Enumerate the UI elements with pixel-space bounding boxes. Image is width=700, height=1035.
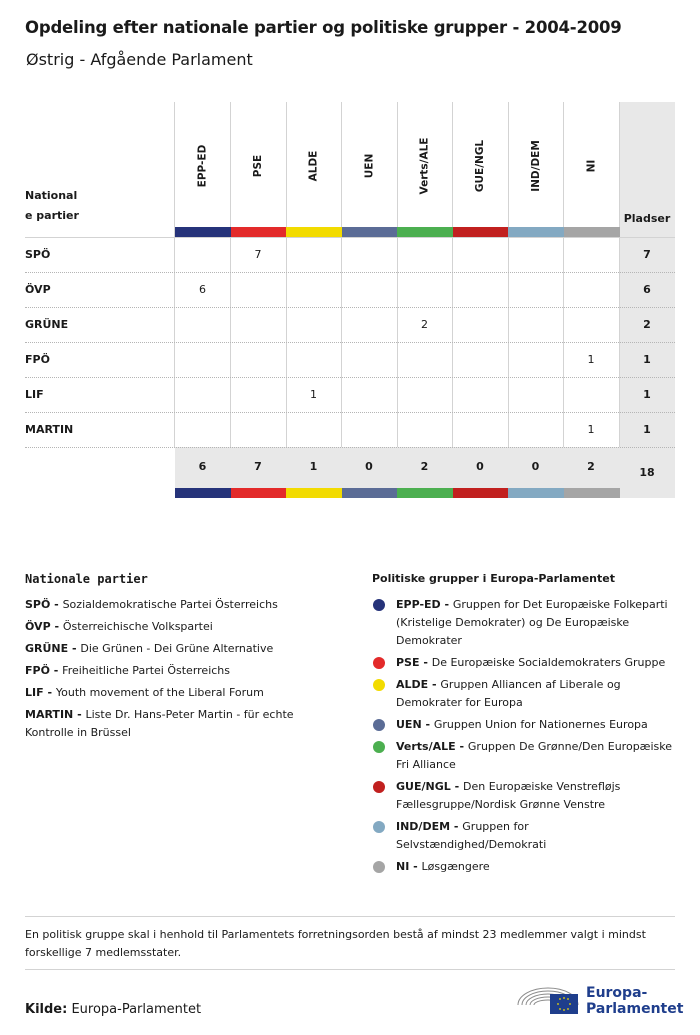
group-abbreviation: NI (396, 860, 410, 873)
group-color-bar (453, 227, 509, 237)
political-group-legend-item (372, 858, 677, 876)
table-cell (342, 307, 397, 342)
column-header-label: PSE (252, 154, 264, 178)
party-abbreviation: ÖVP (25, 620, 51, 633)
national-party-legend-item (25, 596, 325, 614)
note-divider-bottom (25, 969, 675, 970)
column-header-label: UEN (363, 153, 375, 179)
logo-line2: Parlamentet (586, 1001, 684, 1017)
row-label: SPÖ (25, 248, 51, 261)
note-divider-top (25, 916, 675, 917)
table-cell (564, 377, 619, 412)
column-header-label: EPP-ED (196, 144, 209, 188)
group-name: Løsgængere (421, 860, 490, 873)
group-abbreviation: UEN (396, 718, 422, 731)
group-name: Den Europæiske Venstrefløjs Fællesgruppe/Nordisk Grønne Venstre (396, 780, 621, 811)
table-cell (342, 342, 397, 377)
column-header (175, 110, 230, 222)
table-cell (175, 342, 230, 377)
group-color-dot (373, 781, 385, 793)
separator: - (421, 718, 434, 731)
column-header (397, 110, 452, 222)
column-total: 0 (531, 460, 540, 473)
column-total: 1 (309, 460, 318, 473)
political-groups-legend (372, 596, 677, 880)
table-cell (453, 342, 508, 377)
party-abbreviation: FPÖ (25, 664, 50, 677)
column-total: 7 (254, 460, 262, 473)
column-total: 0 (476, 460, 484, 473)
group-color-bar (342, 488, 398, 498)
row-label: MARTIN (25, 423, 74, 436)
party-name: Freiheitliche Partei Österreichs (62, 664, 230, 677)
row-label: FPÖ (25, 353, 50, 366)
logo-line1: Europa- (586, 985, 648, 1001)
column-total: 6 (198, 460, 207, 473)
table-cell (564, 272, 619, 307)
column-header (453, 110, 508, 222)
table-cell (175, 237, 230, 272)
table-cell: 1 (310, 388, 317, 401)
column-header (564, 110, 619, 222)
column-header (508, 110, 563, 222)
table-cell: 7 (254, 248, 262, 261)
table-cell (453, 237, 508, 272)
table-cell (508, 342, 563, 377)
page-subtitle: Østrig - Afgående Parlament (26, 50, 253, 69)
group-color-dot (373, 861, 385, 873)
table-cell (342, 377, 397, 412)
column-total: 2 (587, 460, 595, 473)
group-abbreviation: IND/DEM (396, 820, 451, 833)
national-header-line2: e partier (25, 209, 79, 222)
source (25, 1002, 201, 1017)
group-color-dot (373, 679, 385, 691)
row-total: 2 (643, 318, 651, 331)
separator: - (409, 860, 422, 873)
separator: - (49, 664, 63, 677)
party-name: Sozialdemokratische Partei Österreichs (62, 598, 278, 611)
source-label: Kilde: (25, 1002, 68, 1017)
page-title: Opdeling efter nationale partier og politiske grupper - 2004-2009 (25, 18, 622, 37)
political-group-legend-item (372, 716, 677, 734)
table-cell (564, 237, 619, 272)
column-header (231, 110, 286, 222)
party-name: Liste Dr. Hans-Peter Martin - für echte Kontrolle in Brüssel (25, 708, 294, 739)
column-header-label: GUE/NGL (474, 139, 486, 193)
political-group-legend-item (372, 818, 677, 854)
group-name: Gruppen Alliancen af Liberale og Demokrater for Europa (396, 678, 621, 709)
party-name: Die Grünen - Dei Grüne Alternative (80, 642, 274, 655)
political-groups-legend-title: Politiske grupper i Europa-Parlamentet (372, 572, 615, 585)
grand-total: 18 (639, 466, 655, 479)
table-cell (397, 237, 452, 272)
group-color-dot (373, 599, 385, 611)
table-cell (342, 237, 397, 272)
national-header-line1: National (25, 189, 78, 202)
group-color-bar (508, 227, 564, 237)
separator: - (68, 642, 81, 655)
group-color-bar (231, 227, 287, 237)
row-label: GRÜNE (25, 318, 69, 331)
table-cell (286, 272, 341, 307)
group-name: Gruppen Union for Nationernes Europa (433, 718, 648, 731)
national-party-legend-item (25, 706, 325, 742)
group-color-bar (175, 488, 231, 498)
column-total: 0 (365, 460, 373, 473)
column-header (286, 110, 341, 222)
separator: - (73, 708, 86, 721)
group-color-bar (453, 488, 509, 498)
table-cell (397, 342, 452, 377)
group-color-bar (397, 488, 453, 498)
table-cell: 1 (587, 423, 595, 436)
group-color-dot (373, 821, 385, 833)
table-cell (508, 237, 563, 272)
party-name: Youth movement of the Liberal Forum (55, 686, 264, 699)
separator: - (50, 598, 63, 611)
group-color-bar (286, 488, 342, 498)
table-cell (397, 272, 452, 307)
table-cell (397, 377, 452, 412)
party-abbreviation: SPÖ (25, 598, 51, 611)
column-header-label: Verts/ALE (418, 137, 431, 195)
table-cell (175, 377, 230, 412)
national-party-legend-item (25, 618, 325, 636)
political-group-legend-item (372, 676, 677, 712)
group-name: De Europæiske Socialdemokraters Gruppe (431, 656, 666, 669)
table-cell (286, 237, 341, 272)
row-label: LIF (25, 388, 44, 401)
separator: - (440, 598, 453, 611)
political-group-legend-item (372, 738, 677, 774)
group-color-dot (373, 741, 385, 753)
group-color-bar (508, 488, 564, 498)
party-abbreviation: LIF (25, 686, 44, 699)
table-cell (508, 307, 563, 342)
table-cell (231, 412, 286, 447)
table-cell: 1 (587, 353, 595, 366)
column-header-label: IND/DEM (529, 140, 542, 192)
column-header (342, 110, 397, 222)
separator: - (428, 678, 441, 691)
row-label: ÖVP (25, 283, 51, 296)
party-name: Österreichische Volkspartei (62, 620, 213, 633)
logo-text (586, 985, 683, 1017)
seats-header: Pladser (623, 212, 671, 225)
row-total: 1 (643, 423, 651, 436)
table-cell (286, 412, 341, 447)
table-cell (231, 342, 286, 377)
table-cell (508, 377, 563, 412)
footnote: En politisk gruppe skal i henhold til Parlamentets forretningsorden bestå af mindst 23 medlemmer valgt i mindst forskellige 7 medlemsstater. (25, 928, 646, 959)
group-color-bar (397, 227, 453, 237)
row-divider (25, 447, 675, 448)
national-parties-header (25, 186, 79, 226)
table-cell (231, 377, 286, 412)
source-value: Europa-Parlamentet (71, 1002, 202, 1017)
group-name: Gruppen for Det Europæiske Folkeparti (Kristelige Demokrater) og De Europæiske Demokrater (396, 598, 668, 647)
table-cell (175, 307, 230, 342)
national-parties-legend (25, 596, 325, 746)
table-cell (453, 307, 508, 342)
table-cell (231, 272, 286, 307)
separator: - (450, 820, 463, 833)
row-total: 7 (643, 248, 651, 261)
table-cell (453, 412, 508, 447)
column-header-label: ALDE (307, 150, 320, 182)
table-cell (508, 272, 563, 307)
table-cell (286, 342, 341, 377)
group-abbreviation: Verts/ALE (396, 740, 456, 753)
group-abbreviation: ALDE (396, 678, 429, 691)
political-group-legend-item (372, 778, 677, 814)
group-color-bar (175, 227, 231, 237)
group-name: Gruppen for Selvstændighed/Demokrati (396, 820, 547, 851)
table-cell: 6 (199, 283, 206, 296)
national-party-legend-item (25, 684, 325, 702)
table-cell (175, 412, 230, 447)
table-cell: 2 (421, 318, 428, 331)
group-color-bar (231, 488, 287, 498)
separator: - (455, 740, 468, 753)
group-name: Gruppen De Grønne/Den Europæiske Fri Alliance (396, 740, 673, 771)
table-cell (564, 307, 619, 342)
column-header-label: NI (584, 159, 597, 173)
row-total: 6 (643, 283, 651, 296)
table-cell (286, 307, 341, 342)
table-cell (508, 412, 563, 447)
group-abbreviation: GUE/NGL (396, 780, 451, 793)
table-cell (231, 307, 286, 342)
group-color-bar (564, 488, 620, 498)
national-parties-legend-title: Nationale partier (25, 572, 148, 586)
political-group-legend-item (372, 596, 677, 650)
table-cell (453, 377, 508, 412)
row-total: 1 (643, 388, 651, 401)
separator: - (43, 686, 56, 699)
party-abbreviation: MARTIN (25, 708, 74, 721)
table-cell (342, 412, 397, 447)
group-abbreviation: PSE (396, 656, 420, 669)
group-abbreviation: EPP-ED (396, 598, 441, 611)
separator: - (450, 780, 463, 793)
political-group-legend-item (372, 654, 677, 672)
separator: - (50, 620, 63, 633)
national-party-legend-item (25, 640, 325, 658)
separator: - (419, 656, 432, 669)
group-color-bar (286, 227, 342, 237)
party-abbreviation: GRÜNE (25, 642, 69, 655)
group-color-bar (342, 227, 398, 237)
national-party-legend-item (25, 662, 325, 680)
table-cell (453, 272, 508, 307)
group-color-dot (373, 657, 385, 669)
row-total: 1 (643, 353, 651, 366)
column-total: 2 (420, 460, 429, 473)
group-color-dot (373, 719, 385, 731)
table-cell (342, 272, 397, 307)
group-color-bar (564, 227, 620, 237)
table-cell (397, 412, 452, 447)
